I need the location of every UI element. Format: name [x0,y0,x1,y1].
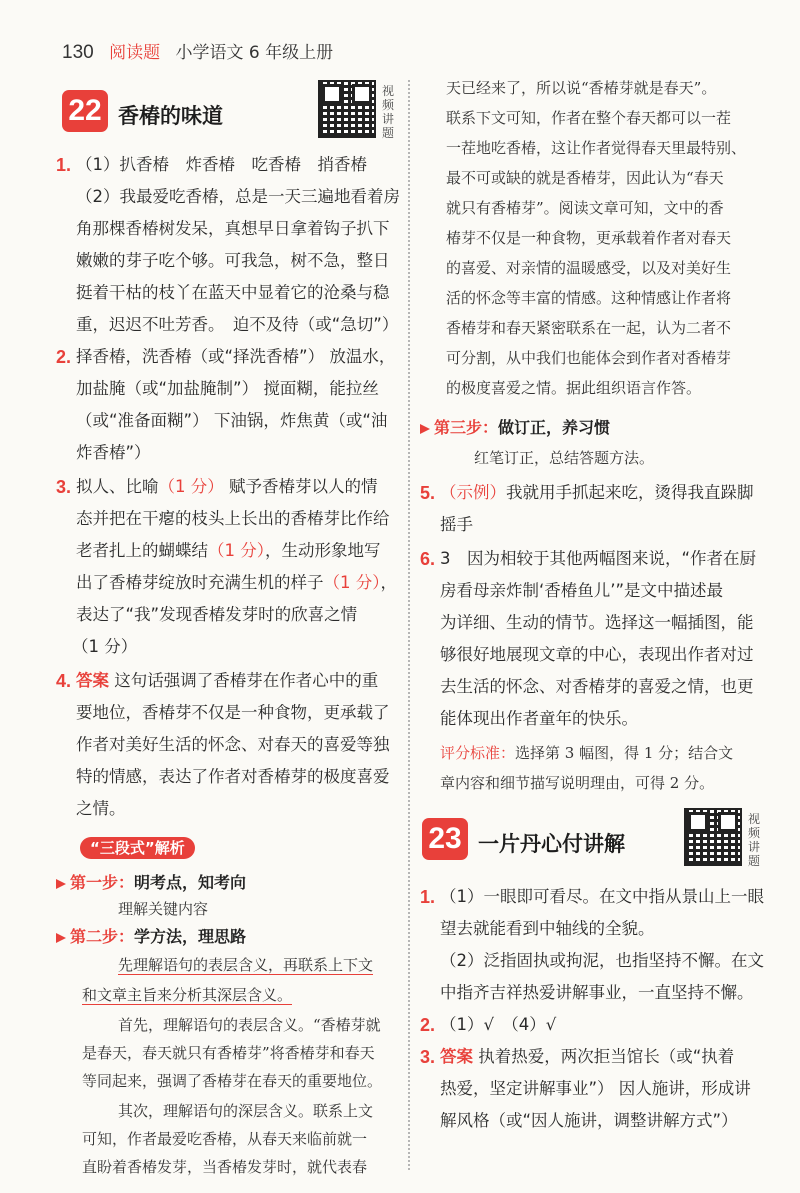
section-title: 香椿的味道 [118,103,223,128]
answer-line: 特的情感，表达了作者对香椿芽的极度喜爱 [76,767,390,786]
score-note: （1 分） [72,637,138,656]
column-divider [408,80,410,1170]
analysis-line: 可分割，从中我们也能体会到作者对香椿芽 [446,349,732,367]
question-number: 2. [420,1015,436,1035]
answer-line: 房看母亲炸制‘香椿鱼儿’”是文中描述最 [440,581,724,600]
analysis-line: 活的怀念等丰富的情感。这种情感让作者将 [446,289,732,307]
answer-line: 为详细、生动的情节。选择这一幅插图，能 [440,613,754,632]
answer-line: 挺着干枯的枝丫在蓝天中显着它的沧桑与稳 [76,283,390,302]
answer-line: （1）一眼即可看尽。在文中指从景山上一眼 [440,887,764,906]
answer-line: 老者扎上的蝴蝶结（1 分），生动形象地写 [76,541,381,560]
answer-line: （2）我最爱吃香椿，总是一天三遍地看着房 [76,187,400,206]
book-subtitle: 小学语文 6 年级上册 [175,43,334,63]
analysis-line: 联系下文可知，作者在整个春天都可以一茬 [446,109,732,127]
step-one: 第一步：明考点，知考向 [56,873,246,893]
answer-line: （1）扒香椿 炸香椿 吃香椿 捎香椿 [76,155,367,174]
section-number-badge: 23 [422,818,468,860]
step-two: 第二步：学方法，理思路 [56,927,246,947]
answer-line: 热爱，坚定讲解事业”） 因人施讲，形成讲 [440,1079,751,1098]
step-three: 第三步：做订正，养习惯 [420,418,610,438]
score-note: （1 分） [158,477,224,496]
answer-line: 答案 执着热爱，两次拒当馆长（或“执着 [440,1047,735,1066]
question-number: 1. [420,887,436,907]
section-title: 一片丹心付讲解 [478,831,625,856]
answer-line: 之情。 [76,799,126,818]
step-body: 红笔订正，总结答题方法。 [474,449,655,467]
answer-line: 3 因为相较于其他两幅图来说，“作者在厨 [440,549,757,568]
video-explain-label: 视 频 讲 题 [381,84,394,140]
question-number: 5. [420,483,436,503]
answer-line: 要地位，香椿芽不仅是一种食物，更承载了 [76,703,390,722]
answer-line: （1）√ （4）√ [440,1015,557,1034]
answer-tag: 答案 [440,1047,473,1066]
answer-line: 角那棵香椿树发呆，真想早日拿着钩子扒下 [76,219,390,238]
brand-label: 阅读题 [109,43,161,63]
answer-line: 去生活的怀念、对香椿芽的喜爱之情，也更 [440,677,754,696]
answer-line: 作者对美好生活的怀念、对春天的喜爱等独 [76,735,390,754]
arrow-icon [56,933,66,943]
score-note: （1 分） [208,541,265,560]
analysis-line: 香椿芽和春天紧密联系在一起，认为二者不 [446,319,732,337]
answer-line: 出了香椿芽绽放时充满生机的样子（1 分）， [76,573,397,592]
answer-line: 摇手 [440,515,473,534]
answer-line: 炸香椿”） [76,443,151,462]
arrow-icon [420,424,430,434]
analysis-pill: “三段式”解析 [80,837,195,859]
analysis-line: 首先，理解语句的表层含义。“香椿芽就 [118,1016,381,1034]
question-number: 6. [420,549,436,569]
example-tag: （示例） [440,483,506,502]
underlined-tip: 和文章主旨来分析其深层含义。 [82,986,293,1004]
analysis-line: 的喜爱、对亲情的温暖感受，以及对美好生 [446,259,732,277]
answer-line: 表达了“我”发现香椿发芽时的欣喜之情 [76,605,358,624]
answer-line: 择香椿，洗香椿（或“择洗香椿”） 放温水， [76,347,396,366]
answer-line: 重，迟迟不吐芳香。 迫不及待（或“急切”） [76,315,399,334]
scoring-line: 评分标准：选择第 3 幅图，得 1 分；结合文 [440,744,734,762]
section-number-badge: 22 [62,90,108,132]
video-explain-label: 视 频 讲 题 [747,812,760,868]
answer-line: 态并把在干瘪的枝头上长出的香椿芽比作给 [76,509,390,528]
step-body: 理解关键内容 [118,900,209,918]
question-number: 3. [420,1047,436,1067]
analysis-line: 天已经来了，所以说“香椿芽就是春天”。 [446,79,717,97]
answer-line: （或“准备面糊”） 下油锅，炸焦黄（或“油 [76,411,388,430]
page-header [62,38,333,64]
page-number: 130 [62,42,94,63]
analysis-line: 其次，理解语句的深层含义。联系上文 [118,1102,374,1120]
scoring-line: 章内容和细节描写说明理由，可得 2 分。 [440,774,715,792]
analysis-line: 一茬地吃香椿，这让作者觉得春天里最特别、 [446,139,747,157]
arrow-icon [56,879,66,889]
scoring-tag: 评分标准： [440,744,516,762]
answer-line: 中指齐吉祥热爱讲解事业，一直坚持不懈。 [440,983,754,1002]
answer-line: 加盐腌（或“加盐腌制”） 搅面糊，能拉丝 [76,379,379,398]
underlined-tip: 先理解语句的表层含义，再联系上下文 [118,956,374,974]
question-number: 3. [56,477,72,497]
answer-line: 能体现出作者童年的快乐。 [440,709,638,728]
answer-line: 答案 这句话强调了香椿芽在作者心中的重 [76,671,379,690]
qr-code-icon[interactable] [684,808,742,866]
score-note: （1 分） [323,573,381,592]
analysis-line: 是春天，春天就只有香椿芽”将香椿芽和春天 [82,1044,375,1062]
analysis-line: 椿芽不仅是一种食物，更承载着作者对春天 [446,229,732,247]
question-number: 4. [56,671,72,691]
analysis-line: 的极度喜爱之情。据此组织语言作答。 [446,379,702,397]
question-number: 2. [56,347,72,367]
answer-line: （示例）我就用手抓起来吃，烫得我直跺脚 [440,483,754,502]
answer-line: 够很好地展现文章的中心，表现出作者对过 [440,645,754,664]
answer-line: （2）泛指固执或拘泥，也指坚持不懈。在文 [440,951,764,970]
analysis-line: 就只有香椿芽”。阅读文章可知，文中的香 [446,199,724,217]
question-number: 1. [56,155,72,175]
analysis-line: 直盼着香椿发芽，当香椿发芽时，就代表春 [82,1158,368,1176]
answer-line: 拟人、比喻（1 分） 赋予香椿芽以人的情 [76,477,378,496]
analysis-line: 等同起来，强调了香椿芽在春天的重要地位。 [82,1072,383,1090]
analysis-line: 可知，作者最爱吃香椿，从春天来临前就一 [82,1130,368,1148]
qr-code-icon[interactable] [318,80,376,138]
answer-line: 望去就能看到中轴线的全貌。 [440,919,655,938]
answer-tag: 答案 [76,671,109,690]
answer-line: 解风格（或“因人施讲，调整讲解方式”） [440,1111,738,1130]
analysis-line: 最不可或缺的就是香椿芽，因此认为“春天 [446,169,724,187]
answer-line: 嫩嫩的芽子吃个够。可我急，树不急，整日 [76,251,390,270]
